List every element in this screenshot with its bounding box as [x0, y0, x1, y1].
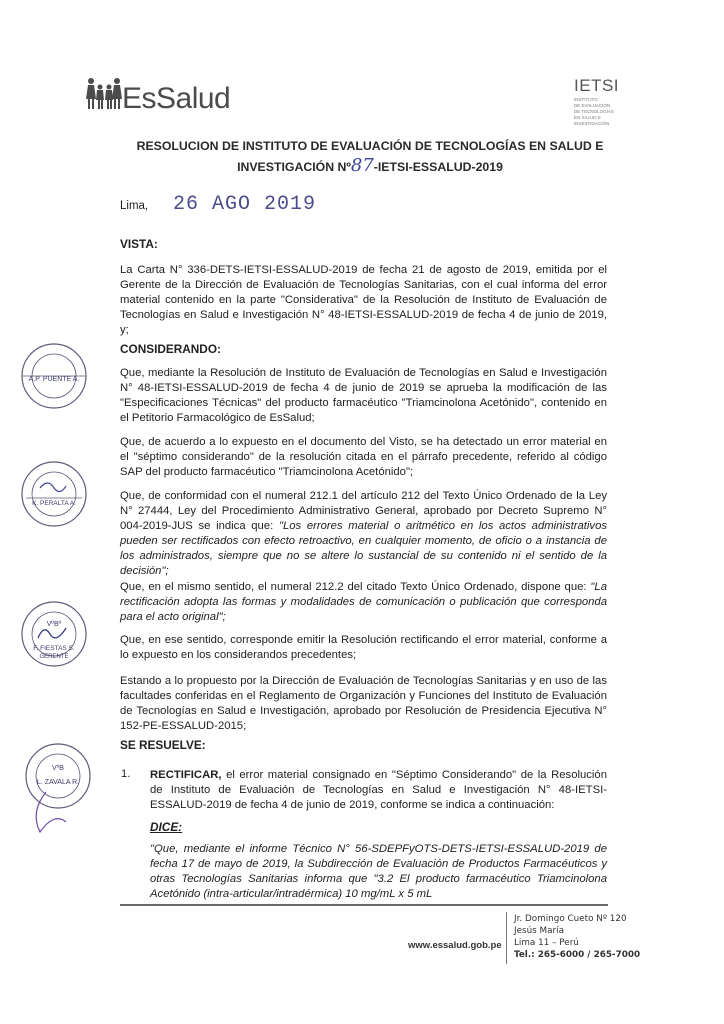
place: Lima, — [120, 200, 149, 212]
ietsi-logo — [574, 76, 644, 127]
considerando-paragraph-4: Que, en el mismo sentido, el numeral 212.2 del citado Texto Único Ordenado, dispone que: "La rectificación adopta las formas y modalidades de comunicación o publicación que corresponda para el acto original"; — [120, 581, 607, 623]
considerando-paragraph-6: Estando a lo propuesto por la Dirección de Evaluación de Tecnologías Sanitarias y en uso de las facultades conferidas en el Reglamento de Organización y Funciones del Instituto de Evaluación de Tecnologías en Salud e Investigación, aprobado por Resolución de Presidencia Ejecutiva N° 152-PE-ESSALUD-2015; — [120, 675, 607, 732]
stamp-3-vobo: VºBº — [46, 621, 62, 628]
family-figures-icon — [86, 74, 122, 114]
stamp-4-name: L. ZAVALA R. — [36, 779, 80, 786]
approval-stamp-4 — [18, 740, 94, 840]
stamp-1-name: A.P. PUENTE A. — [28, 376, 80, 383]
footer-website: www.essalud.gob.pe — [408, 940, 502, 951]
approval-stamp-3 — [18, 598, 90, 670]
stamp-3-name: F. FIESTAS S. — [33, 645, 75, 652]
stamp-2-name: K. PERALTA A. — [32, 500, 76, 507]
footer-divider — [120, 904, 608, 906]
considerando-paragraph-1: Que, mediante la Resolución de Instituto de Evaluación de Tecnologías en Salud e Investigación N° 48-IETSI-ESSALUD-2019 de fecha 4 de junio de 2019 se aprueba la modificación de las "Especificaciones Técnicas" del producto farmacéutico "Triamcinolona Acetónido", contenido en el Petitorio Farmacológico de EsSalud; — [120, 367, 607, 424]
brand-name: EsSalud — [122, 82, 231, 115]
section-considerando: CONSIDERANDO: — [120, 342, 221, 356]
footer-address: Jr. Domingo Cueto Nº 120 Jesús María Lima 11 – Perú Tel.: 265-6000 / 265-7000 — [514, 914, 641, 960]
ietsi-title: IETSI — [574, 76, 620, 95]
considerando-paragraph-3: Que, de conformidad con el numeral 212.1 del artículo 212 del Texto Único Ordenado de la Ley N° 27444, Ley del Procedimiento Administrativo General, aprobado por Decreto Supremo N° 004-2019-JUS se indica que: "Los errores material o aritmético en los actos administrativos pueden ser rectificados con efecto retroactivo, en cualquier momento, de oficio o a instancia de los administrados, siempre que no se altere lo sustancial de su contenido ni el sentido de la decisión"; — [120, 490, 608, 577]
document-title-line2: INVESTIGACIÓN Nº87-IETSI-ESSALUD-2019 — [237, 155, 503, 176]
document-title-line1: RESOLUCION DE INSTITUTO DE EVALUACIÓN DE TECNOLOGÍAS EN SALUD E — [136, 139, 604, 153]
dice-heading: DICE: — [150, 820, 183, 834]
section-se-resuelve: SE RESUELVE: — [120, 738, 206, 752]
considerando-paragraph-2: Que, de acuerdo a lo expuesto en el documento del Visto, se ha detectado un error material en el "séptimo considerando" de la resolución citada en el párrafo precedente, referido al código SAP del producto farmacéutico "Triamcinolona Acetónido"; — [120, 436, 607, 478]
resolution-number: 87 — [350, 155, 374, 176]
dice-quote: "Que, mediante el informe Técnico N° 56-SDEPFyOTS-DETS-IETSI-ESSALUD-2019 de fecha 17 de mayo de 2019, la Subdirección de Evaluación de Productos Farmacéuticos y otras Tecnologías Sanitarias informa que "3.2 El producto farmacéutico Triamcinolona Acetónido (intra-articular/intradérmica) 10 mg/mL x 5 mL — [150, 843, 607, 900]
vista-paragraph: La Carta N° 336-DETS-IETSI-ESSALUD-2019 de fecha 21 de agosto de 2019, emitida por el Gerente de la Dirección de Evaluación de Tecnologías Sanitarias, con el cual informa del error material contenido en la parte "Considerativa" de la Resolución de Instituto de Evaluación de Tecnologías en Salud e Investigación N° 48-IETSI-ESSALUD-2019 de fecha 4 de junio de 2019, y; — [120, 264, 607, 336]
stamp-3-role: GERENTE — [39, 654, 69, 660]
date-stamp: 26 AGO 2019 — [173, 193, 317, 216]
ietsi-subtitle: INSTITUTO DE EVALUACIÓN DE TECNOLOGÍAS EN SALUD E INVESTIGACIÓN — [574, 97, 614, 126]
footer-phone: Tel.: 265-6000 / 265-7000 — [514, 950, 641, 960]
section-vista: VISTA: — [120, 237, 158, 251]
stamp-4-vob: VºB — [52, 765, 64, 772]
footer-separator — [506, 912, 507, 964]
considerando-paragraph-5: Que, en ese sentido, corresponde emitir la Resolución rectificando el error material, conforme a lo expuesto en los considerandos precedentes; — [120, 634, 607, 661]
resolve-item-number: 1. — [121, 768, 131, 780]
resolve-item-text: RECTIFICAR, el error material consignado en "Séptimo Considerando" de la Resolución de Instituto de Evaluación de Tecnologías en Salud e Investigación N° 48-IETSI-ESSALUD-2019 de fecha 4 de junio de 2019, conforme se indica a continuación: — [150, 769, 607, 811]
approval-stamp-2 — [18, 458, 90, 530]
approval-stamp-1 — [18, 340, 90, 412]
